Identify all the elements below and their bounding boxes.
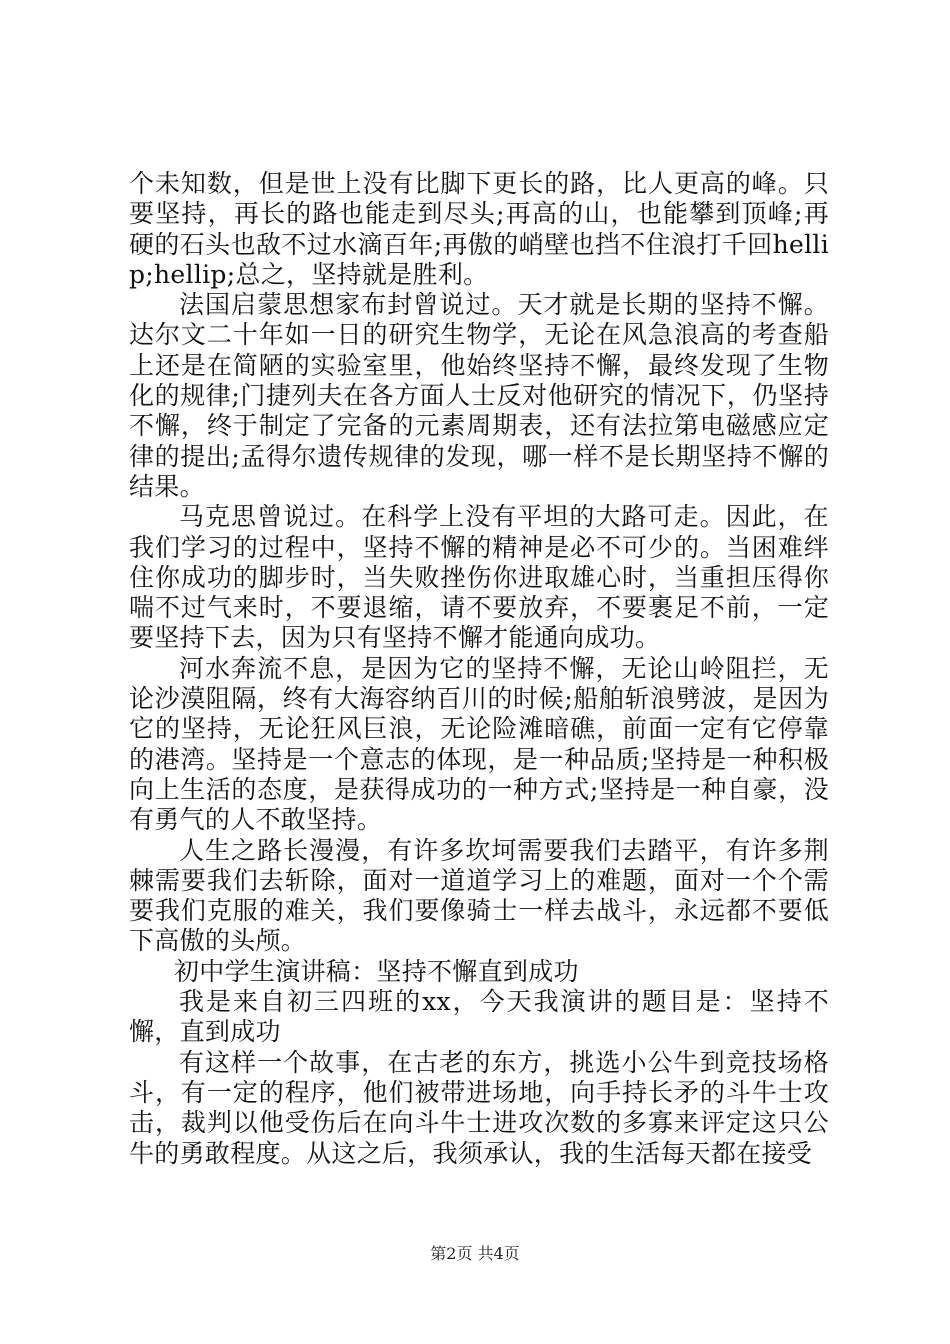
section-heading: 初中学生演讲稿：坚持不懈直到成功 [174, 956, 579, 986]
paragraph-3: 马克思曾说过。在科学上没有平坦的大路可走。因此，在我们学习的过程中，坚持不懈的精神是必不可少的。当困难绊住你成功的脚步时，当失败挫伤你进取雄心时，当重担压得你喘不过气来时，不要退缩，请不要放弃，不要裹足不前，一定要坚持下去，因为只有坚持不懈才能通向成功。 [129, 502, 829, 653]
paragraph-4: 河水奔流不息，是因为它的坚持不懈，无论山岭阻拦，无论沙漠阻隔，终有大海容纳百川的时候;船舶斩浪劈波，是因为它的坚持，无论狂风巨浪，无论险滩暗礁，前面一定有它停靠的港湾。坚持是一个意志的体现，是一种品质;坚持是一种积极向上生活的态度，是获得成功的一种方式;坚持是一种自豪，没有勇气的人不敢坚持。 [129, 653, 829, 835]
page-footer: 第2页 共4页 [430, 1244, 520, 1263]
paragraph-6: 我是来自初三四班的xx，今天我演讲的题目是：坚持不懈，直到成功 [129, 987, 829, 1047]
paragraph-1: 个未知数，但是世上没有比脚下更长的路，比人更高的峰。只要坚持，再长的路也能走到尽头;再高的山，也能攀到顶峰;再硬的石头也敌不过水滴百年;再傲的峭壁也挡不住浪打千回hellip;hellip;总之，坚持就是胜利。 [129, 169, 829, 289]
document-body [129, 169, 829, 1169]
paragraph-2: 法国启蒙思想家布封曾说过。天才就是长期的坚持不懈。达尔文二十年如一日的研究生物学，无论在风急浪高的考查船上还是在简陋的实验室里，他始终坚持不懈，最终发现了生物化的规律;门捷列夫在各方面人士反对他研究的情况下，仍坚持不懈，终于制定了完备的元素周期表，还有法拉第电磁感应定律的提出;孟得尔遗传规律的发现，哪一样不是长期坚持不懈的结果。 [129, 290, 829, 501]
paragraph-5: 人生之路长漫漫，有许多坎坷需要我们去踏平，有许多荆棘需要我们去斩除，面对一道道学习上的难题，面对一个个需要我们克服的难关，我们要像骑士一样去战斗，永远都不要低下高傲的头颅。 [129, 835, 829, 956]
paragraph-7: 有这样一个故事，在古老的东方，挑选小公牛到竞技场格斗，有一定的程序，他们被带进场地，向手持长矛的斗牛士攻击，裁判以他受伤后在向斗牛士进攻次数的多寡来评定这只公牛的勇敢程度。从这之后，我须承认，我的生活每天都在接受 [129, 1047, 829, 1168]
